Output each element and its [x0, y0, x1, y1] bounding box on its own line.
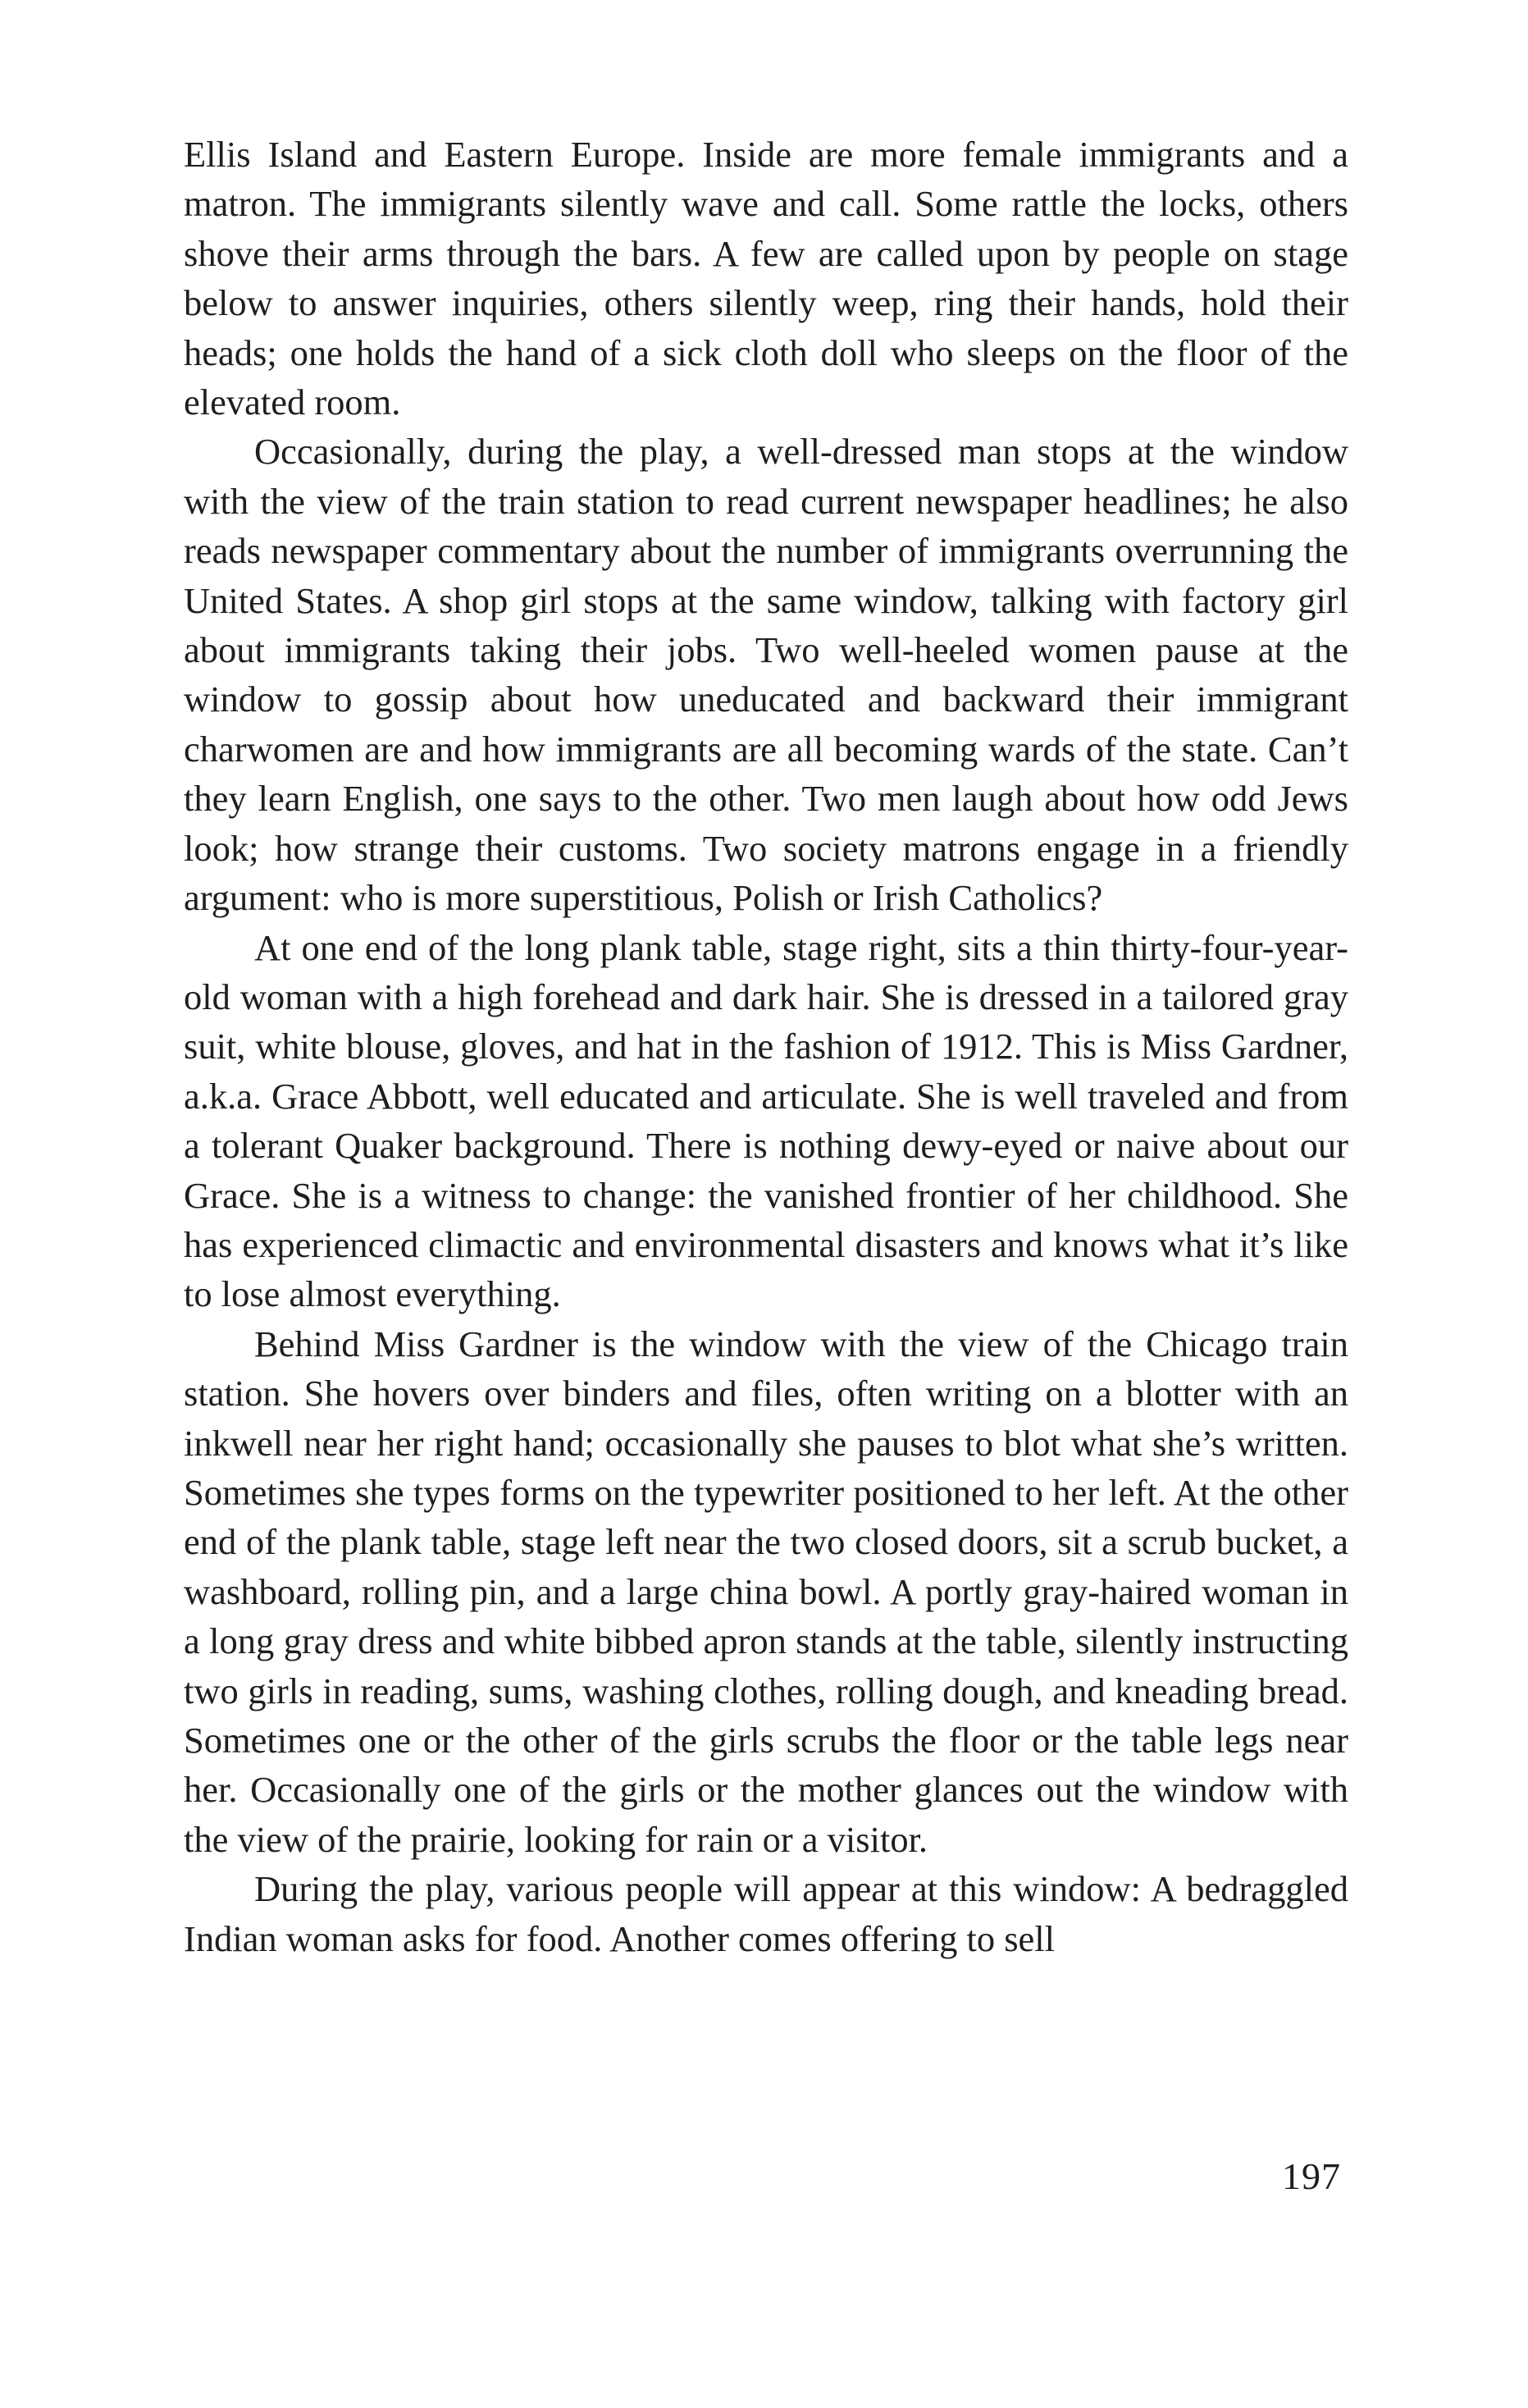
- paragraph-plank-table: Behind Miss Gardner is the window with the view of the Chicago train station. She hovers over binders and files, often writing on a blotter with an inkwell near her right hand; occasionally she pauses to blot what she’s written. Sometimes she types forms on the typewriter positioned to her left. At the other end of the plank table, stage left near the two closed doors, sit a scrub bucket, a washboard, rolling pin, and a large china bowl. A portly gray-haired woman in a long gray dress and white bibbed apron stands at the table, silently instructing two girls in reading, sums, washing clothes, rolling dough, and kneading bread. Sometimes one or the other of the girls scrubs the floor or the table legs near her. Occasionally one of the girls or the mother glances out the window with the view of the prairie, looking for rain or a visitor.: [184, 1323, 1348, 1860]
- paragraph-window-scenes: Occasionally, during the play, a well-dressed man stops at the window with the view of the train station to read current newspaper headlines; he also reads newspaper commentary about the number of immigrants overrunning the United States. A shop girl stops at the same window, talking with factory girl about immigrants taking their jobs. Two well-heeled women pause at the window to gossip about how uneducated and backward their immigrant charwomen are and how immigrants are all becoming wards of the state. Can’t they learn English, one says to the other. Two men laugh about how odd Jews look; how strange their customs. Two society matrons engage in a friendly argument: who is more superstitious, Polish or Irish Catholics?: [184, 431, 1348, 919]
- paragraph-miss-gardner: At one end of the long plank table, stage right, sits a thin thirty-four-year-old woman with a high forehead and dark hair. She is dressed in a tailored gray suit, white blouse, gloves, and hat in the fashion of 1912. This is Miss Gardner, a.k.a. Grace Abbott, well educated and articulate. She is well traveled and from a tolerant Quaker background. There is nothing dewy-eyed or naive about our Grace. She is a witness to change: the vanished frontier of her childhood. She has experienced climactic and environmental disasters and knows what it’s like to lose almost everything.: [184, 926, 1348, 1315]
- paragraph-window-visitors: During the play, various people will appear at this window: A bedraggled Indian woman asks for food. Another comes offering to sell: [184, 1868, 1348, 1959]
- body-text: [184, 130, 1348, 1963]
- page-number: 197: [1282, 2155, 1341, 2197]
- paragraph-continuation: Ellis Island and Eastern Europe. Inside are more female immigrants and a matron. The immigrants silently wave and call. Some rattle the locks, others shove their arms through the bars. A few are called upon by people on stage below to answer inquiries, others silently weep, ring their hands, hold their heads; one holds the hand of a sick cloth doll who sleeps on the floor of the elevated room.: [184, 134, 1348, 423]
